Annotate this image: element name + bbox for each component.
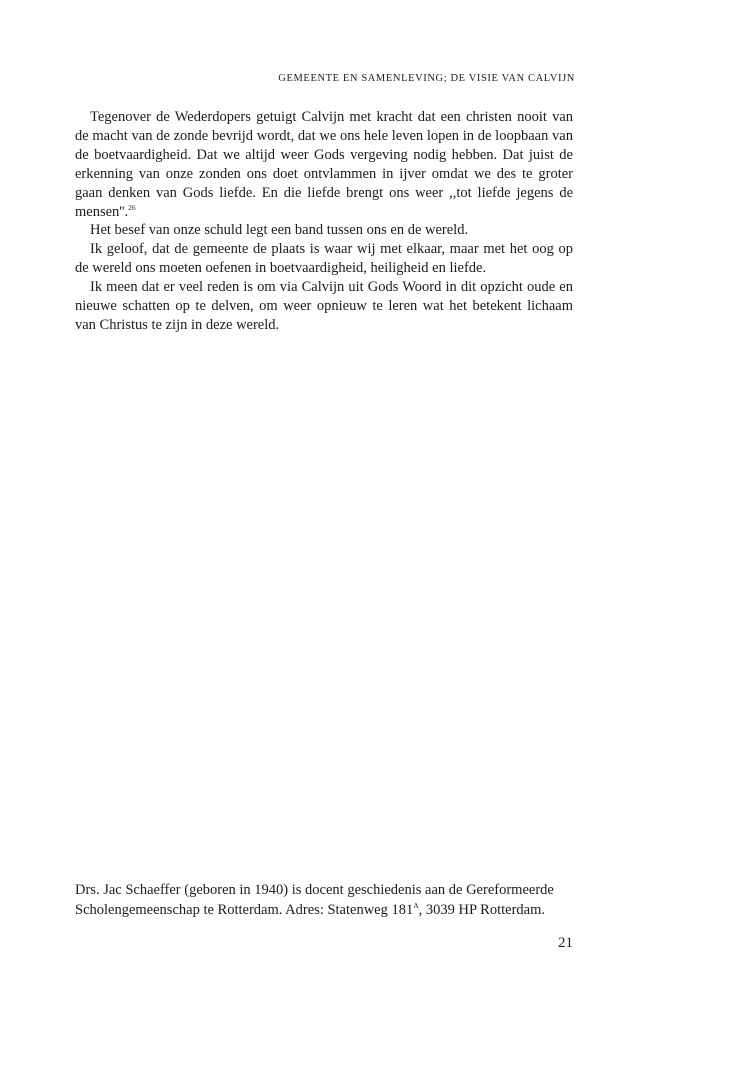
address-superscript: A [413, 900, 419, 910]
author-note [75, 881, 573, 920]
paragraph-2: Het besef van onze schuld legt een band tussen ons en de wereld. [90, 222, 469, 239]
body-text [75, 108, 573, 335]
author-note-text: Drs. Jac Schaeffer (geboren in 1940) is docent geschiedenis aan de Gereformeerde Scholengemeenschap te Rotterdam. Adres: Statenweg 181 [75, 882, 554, 918]
running-head: GEMEENTE EN SAMENLEVING; DE VISIE VAN CALVIJN [278, 73, 575, 84]
paragraph-1-text: Tegenover de Wederdopers getuigt Calvijn met kracht dat een christen nooit van de macht van de zonde bevrijd wordt, dat we ons hele leven lopen in de loopbaan van de boetvaardigheid. Dat we altijd weer Gods vergeving nodig hebben. Dat juist de erkenning van onze zonden ons doet ontvlammen in ijver omdat we des te groter gaan denken van Gods liefde. En die liefde brengt ons weer ,,tot liefde jegens de mensen''. [75, 109, 573, 220]
page-number: 21 [558, 935, 573, 951]
paragraph-1 [75, 108, 573, 221]
paragraph-3: Ik geloof, dat de gemeente de plaats is waar wij met elkaar, maar met het oog op de wereld ons moeten oefenen in boetvaardigheid, heiligheid en liefde. [75, 241, 573, 277]
author-note-address-end: , 3039 HP Rotterdam. [418, 901, 546, 918]
paragraph-4: Ik meen dat er veel reden is om via Calvijn uit Gods Woord in dit opzicht oude en nieuwe schatten op te delven, om weer opnieuw te leren wat het betekent lichaam van Christus te zijn in deze wereld. [75, 279, 573, 333]
footnote-reference: 26 [128, 202, 136, 212]
